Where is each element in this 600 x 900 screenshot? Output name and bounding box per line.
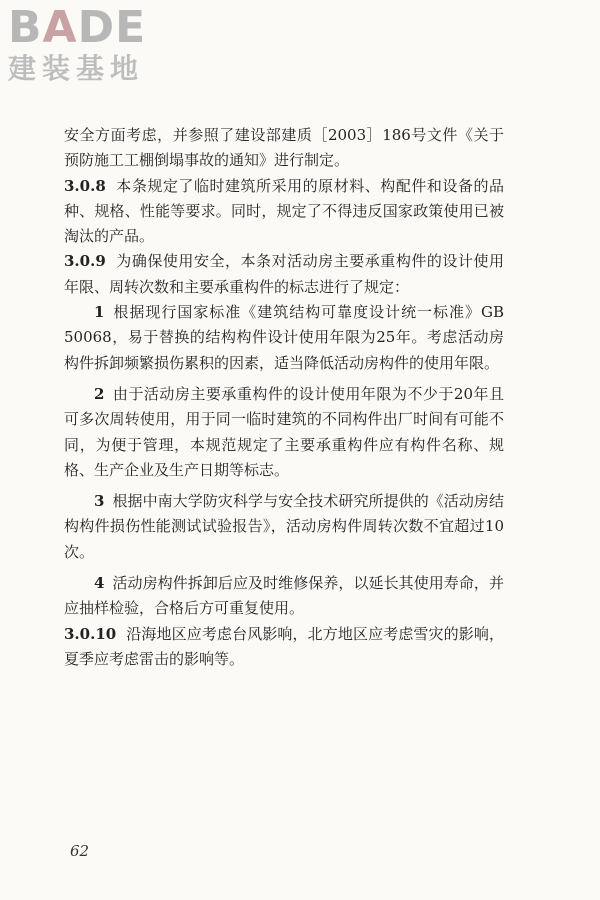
- clause-text: 为确保使用安全，本条对活动房主要承重构件的设计使用年限、周转次数和主要承重构件的标志进行了规定：: [64, 252, 504, 296]
- item-text: 由于活动房主要承重构件的设计使用年限为不少于20年且可多次周转使用，用于同一临时建筑的不同构件出厂时间有可能不同，为便于管理，本规范规定了主要承重构件应有构件名称、规格、生产企业及生产日期等标志。: [64, 384, 504, 479]
- watermark-logo: [8, 2, 147, 85]
- document-body: [64, 123, 504, 672]
- clause-text: 沿海地区应考虑台风影响，北方地区应考虑雪灾的影响，夏季应考虑雷击的影响等。: [64, 624, 504, 668]
- item-text: 根据现行国家标准《建筑结构可靠度设计统一标准》GB 50068，易于替换的结构构件设计使用年限为25年。考虑活动房构件拆卸频繁损伤累积的因素，适当降低活动房构件的使用年限。: [64, 303, 504, 372]
- item-text: 活动房构件拆卸后应及时维修保养，以延长其使用寿命，并应抽样检验，合格后方可重复使用。: [64, 574, 504, 618]
- list-item-3: [64, 489, 504, 565]
- clause-number: 3.0.10: [64, 624, 117, 643]
- clause-number: 3.0.8: [64, 176, 106, 195]
- watermark-brand: [8, 2, 147, 53]
- item-number: 1: [94, 303, 105, 322]
- clause-3-0-9: [64, 249, 504, 300]
- clause-text: 本条规定了临时建筑所采用的原材料、构配件和设备的品种、规格、性能等要求。同时，规定了不得违反国家政策使用已被淘汰的产品。: [64, 176, 504, 246]
- clause-3-0-10: [64, 622, 504, 673]
- page-number: 62: [70, 842, 90, 860]
- item-number: 4: [94, 574, 105, 593]
- intro-paragraph: 安全方面考虑，并参照了建设部建质［2003］186号文件《关于预防施工工棚倒塌事故的通知》进行制定。: [64, 126, 504, 170]
- brand-letter-a: A: [42, 2, 78, 53]
- item-text: 根据中南大学防灾科学与安全技术研究所提供的《活动房结构构件损伤性能测试试验报告》，活动房构件周转次数不宜超过10次。: [64, 492, 504, 561]
- brand-letters-de: DE: [77, 2, 147, 53]
- list-item-2: [64, 382, 504, 483]
- brand-letter-b: B: [8, 2, 43, 53]
- item-number: 2: [94, 384, 105, 403]
- list-item-1: [64, 300, 504, 376]
- watermark-subtitle: 建装基地: [8, 52, 145, 85]
- clause-number: 3.0.9: [64, 252, 106, 271]
- list-item-4: [64, 571, 504, 622]
- clause-3-0-8: [64, 174, 504, 250]
- item-number: 3: [94, 492, 105, 511]
